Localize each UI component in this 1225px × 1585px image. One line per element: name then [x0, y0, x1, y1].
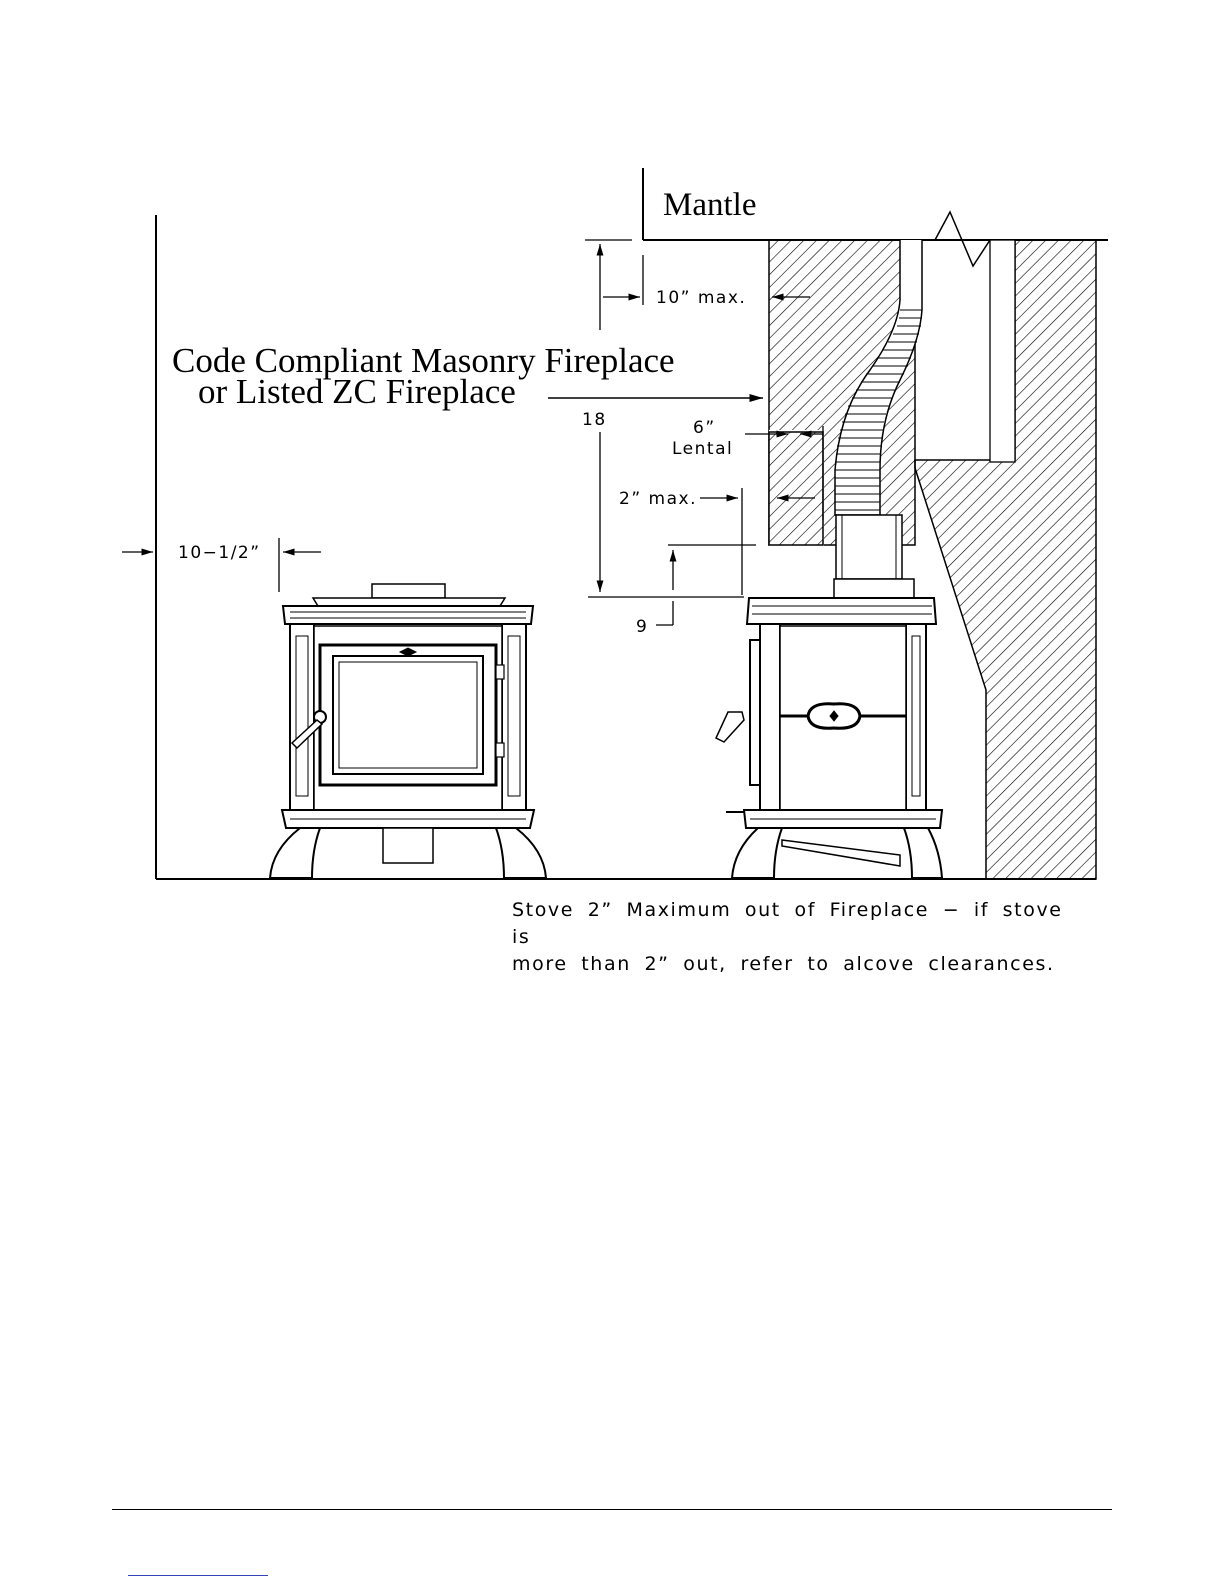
side-clearance-label: 10−1/2” — [178, 543, 261, 563]
fireplace-label-line1: Code Compliant Masonry Fireplace — [172, 341, 675, 380]
stove-front-view — [270, 584, 546, 878]
height-18-label: 18 — [582, 410, 607, 430]
dim-9-label: 9 — [636, 617, 649, 637]
fireplace-label-line2: or Listed ZC Fireplace — [198, 372, 516, 411]
stove-side-view — [716, 579, 942, 878]
footer-rule — [112, 1509, 1112, 1510]
dim-9 — [636, 545, 756, 637]
lintel-text-label: Lental — [672, 439, 734, 459]
side-clearance-dimension — [122, 538, 321, 592]
clearance-caption — [512, 897, 1072, 978]
caption-line-2: more than 2” out, refer to alcove clearances. — [512, 953, 1055, 975]
caption-line-1: Stove 2” Maximum out of Fireplace − if stove is — [512, 899, 1063, 948]
mantle-label: Mantle — [663, 187, 757, 223]
lintel-depth-label: 6” — [693, 418, 716, 438]
footer-link-underline — [128, 1575, 268, 1576]
fireplace-label — [172, 341, 763, 411]
mantle-clearance-label: 10” max. — [656, 288, 747, 308]
mantle — [643, 168, 1108, 240]
stove-out-label: 2” max. — [619, 489, 697, 509]
